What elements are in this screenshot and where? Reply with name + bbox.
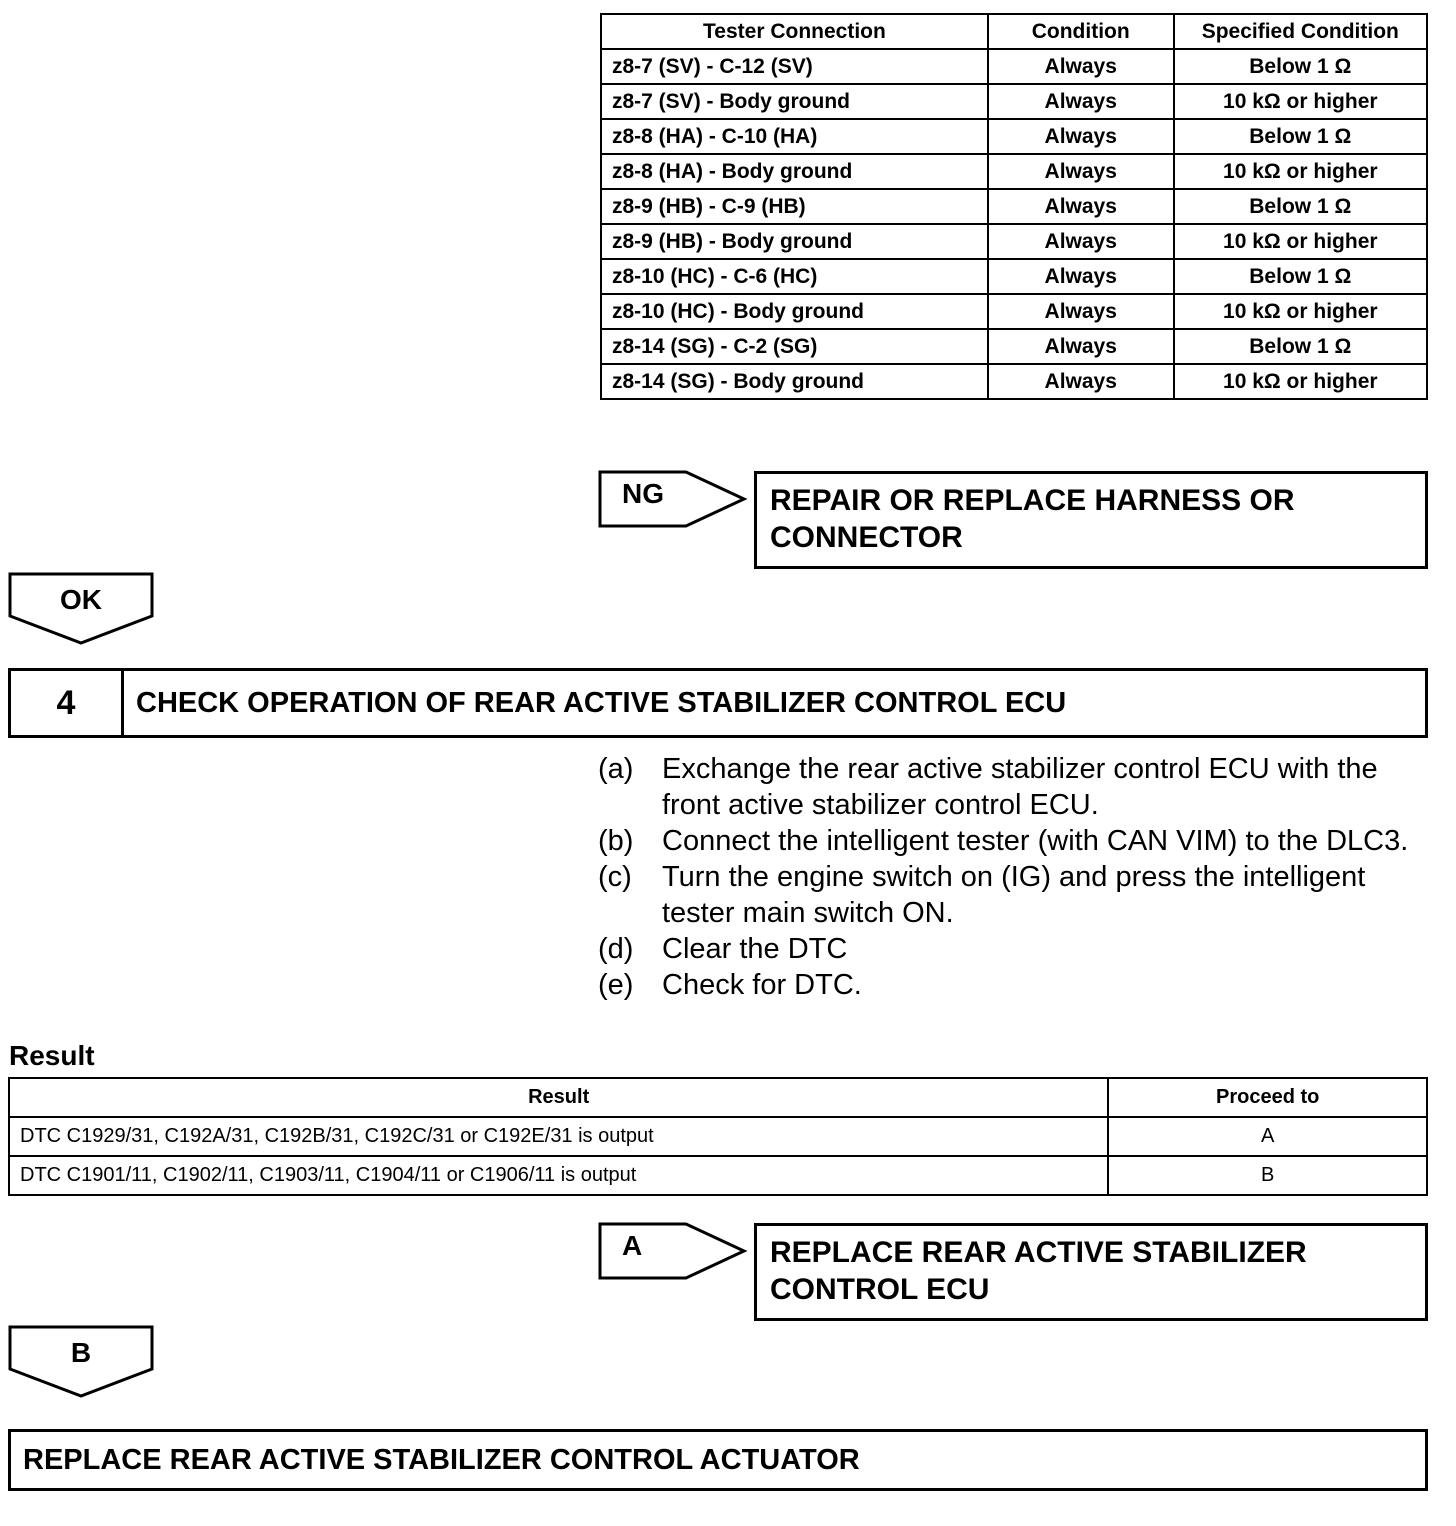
table-row [601,84,1427,119]
ng-action-line: REPAIR OR REPLACE HARNESS OR [770,484,1295,517]
condition-cell: Always [988,49,1174,84]
table-row [601,364,1427,399]
table-row [601,329,1427,364]
condition-cell: Always [988,364,1174,399]
a-action-box [754,1223,1428,1321]
instruction-key: (d) [598,933,634,965]
result-heading: Result [9,1040,95,1071]
instruction-item [598,931,1428,967]
column-header: Result [9,1078,1108,1117]
table-row [601,154,1427,189]
instruction-key: (b) [598,825,634,857]
condition-cell: Always [988,119,1174,154]
column-header: Specified Condition [1174,14,1427,49]
specified-condition-cell: Below 1 Ω [1174,119,1427,154]
tester-connection-cell: z8-9 (HB) - Body ground [601,224,988,259]
specified-condition-cell: Below 1 Ω [1174,189,1427,224]
table-row [601,49,1427,84]
condition-cell: Always [988,259,1174,294]
table-row [601,189,1427,224]
condition-cell: Always [988,224,1174,259]
condition-cell: Always [988,154,1174,189]
table-header-row [601,14,1427,49]
specified-condition-cell: 10 kΩ or higher [1174,84,1427,119]
step-4-header [8,668,1428,738]
result-cell: DTC C1929/31, C192A/31, C192B/31, C192C/31 or C192E/31 is output [9,1117,1108,1156]
specified-condition-cell: 10 kΩ or higher [1174,294,1427,329]
column-header: Condition [988,14,1174,49]
instruction-text: Check for DTC. [662,969,862,1001]
instruction-key: (a) [598,753,634,785]
condition-cell: Always [988,329,1174,364]
condition-cell: Always [988,84,1174,119]
right-arrow-tag-icon [598,470,748,528]
b-branch-tag [8,1325,154,1399]
ok-label: OK [60,584,102,615]
right-arrow-tag-icon [598,1222,748,1280]
ng-action-line: CONNECTOR [770,521,963,554]
tester-connection-cell: z8-10 (HC) - Body ground [601,294,988,329]
column-header: Proceed to [1108,1078,1427,1117]
instruction-key: (e) [598,969,634,1001]
tester-connection-cell: z8-9 (HB) - C-9 (HB) [601,189,988,224]
result-table [8,1077,1428,1196]
table-row [9,1117,1427,1156]
tester-connection-cell: z8-8 (HA) - Body ground [601,154,988,189]
step-title: CHECK OPERATION OF REAR ACTIVE STABILIZER CONTROL ECU [136,686,1067,719]
specified-condition-cell: Below 1 Ω [1174,329,1427,364]
tester-connection-cell: z8-10 (HC) - C-6 (HC) [601,259,988,294]
instruction-item [598,751,1428,823]
instruction-text: Exchange the rear active stabilizer control ECU with the front active stabilizer control ECU. [662,753,1378,821]
specified-condition-cell: Below 1 Ω [1174,259,1427,294]
instruction-text: Connect the intelligent tester (with CAN VIM) to the DLC3. [662,825,1409,857]
column-header: Tester Connection [601,14,988,49]
instruction-item [598,967,1428,1003]
table-row [601,294,1427,329]
instruction-text: Clear the DTC [662,933,848,965]
tester-connection-cell: z8-7 (SV) - C-12 (SV) [601,49,988,84]
table-row [601,119,1427,154]
a-action-line: REPLACE REAR ACTIVE STABILIZER [770,1236,1307,1269]
a-label: A [622,1230,643,1261]
table-row [601,224,1427,259]
result-cell: DTC C1901/11, C1902/11, C1903/11, C1904/11 or C1906/11 is output [9,1156,1108,1195]
condition-cell: Always [988,189,1174,224]
instruction-text: Turn the engine switch on (IG) and press the intelligent tester main switch ON. [662,861,1366,929]
instruction-item [598,859,1428,931]
condition-cell: Always [988,294,1174,329]
proceed-to-cell: B [1108,1156,1427,1195]
ok-branch-tag [8,572,154,646]
tester-connection-cell: z8-7 (SV) - Body ground [601,84,988,119]
tester-connection-cell: z8-14 (SG) - C-2 (SG) [601,329,988,364]
proceed-to-cell: A [1108,1117,1427,1156]
tester-connection-table [600,13,1428,400]
tester-connection-cell: z8-14 (SG) - Body ground [601,364,988,399]
specified-condition-cell: Below 1 Ω [1174,49,1427,84]
instruction-key: (c) [598,861,632,893]
ng-action-box [754,471,1428,569]
step-number: 4 [11,671,124,735]
a-action-line: CONTROL ECU [770,1273,990,1306]
instruction-item [598,823,1428,859]
ng-label: NG [622,478,664,509]
instruction-list [598,751,1428,1003]
ng-branch-tag [598,470,748,528]
tester-connection-cell: z8-8 (HA) - C-10 (HA) [601,119,988,154]
specified-condition-cell: 10 kΩ or higher [1174,364,1427,399]
b-label: B [70,1337,92,1368]
table-header-row [9,1078,1427,1117]
final-action-box: REPLACE REAR ACTIVE STABILIZER CONTROL ACTUATOR [8,1429,1428,1491]
table-row [9,1156,1427,1195]
specified-condition-cell: 10 kΩ or higher [1174,154,1427,189]
specified-condition-cell: 10 kΩ or higher [1174,224,1427,259]
a-branch-tag [598,1222,748,1280]
table-row [601,259,1427,294]
